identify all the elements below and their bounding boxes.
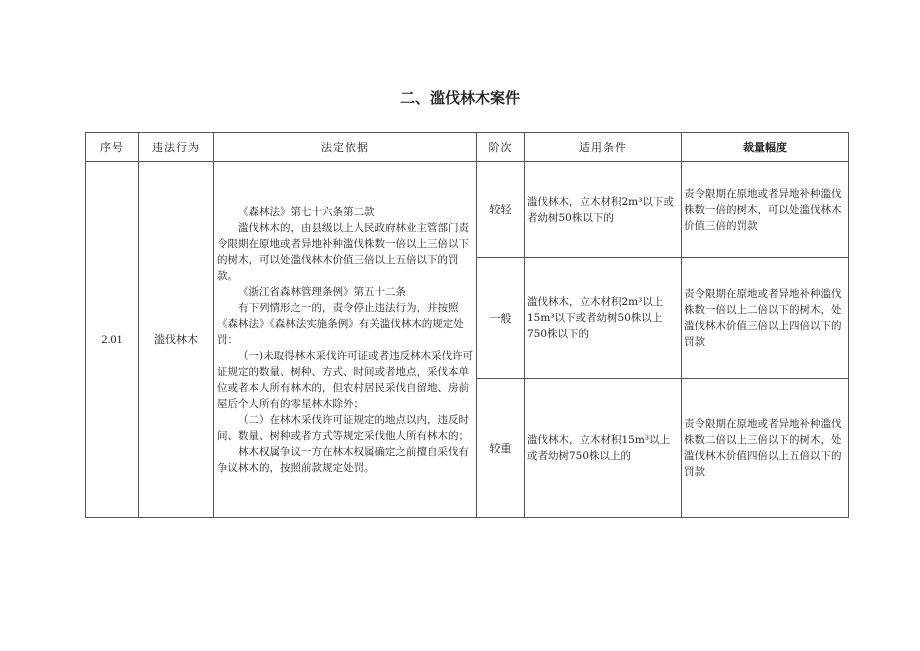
header-row	[86, 133, 849, 162]
header-condition: 适用条件	[525, 133, 682, 162]
basis-paragraph: 有下列情形之一的，责令停止违法行为，并按照《森林法》《森林法实施条例》有关滥伐林木的规定处罚：	[217, 301, 464, 346]
header-violation: 违法行为	[139, 133, 214, 162]
range-cell: 责令限期在原地或者异地补种滥伐株数一倍以上二倍以下的树木，处滥伐林木价值三倍以上四倍以下的罚款	[682, 258, 849, 379]
condition-cell: 滥伐林木，立木材积2m³以下或者幼树50株以下的	[525, 162, 682, 258]
level-cell: 一般	[477, 258, 525, 379]
header-seq: 序号	[86, 133, 139, 162]
table-row	[86, 162, 849, 258]
level-cell: 较轻	[477, 162, 525, 258]
penalty-table	[85, 132, 849, 518]
basis-paragraph: （一)未取得林木采伐许可证或者违反林木采伐许可证规定的数量、树种、方式、时间或者地点，采伐本单位或者本人所有林木的，但农村居民采伐自留地、房前屋后个人所有的零星林木除外；	[217, 349, 474, 410]
header-basis: 法定依据	[214, 133, 477, 162]
condition-cell: 滥伐林木，立木材积2m³以上15m³以下或者幼树50株以上750株以下的	[525, 258, 682, 379]
header-level: 阶次	[477, 133, 525, 162]
basis-paragraph: 林木权属争议一方在林木权属确定之前擅自采伐有争议林木的，按照前款规定处罚。	[217, 445, 469, 474]
range-cell: 责令限期在原地或者异地补种滥伐株数一倍的树木，可以处滥伐林木价值三倍的罚款	[682, 162, 849, 258]
basis-paragraph: （二）在林木采伐许可证规定的地点以内，违反时间、数量、树种或者方式等规定采伐他人所有林木的；	[217, 413, 469, 442]
basis-paragraph: 《森林法》第七十六条第二款	[238, 205, 375, 218]
page-title: 二、滥伐林木案件	[399, 89, 520, 107]
case-seq: 2.01	[86, 162, 139, 518]
legal-basis	[214, 162, 477, 518]
condition-cell: 滥伐林木，立木材积15m³以上或者幼树750株以上的	[525, 379, 682, 518]
case-violation: 滥伐林木	[139, 162, 214, 518]
basis-paragraph: 《浙江省森林管理条例》第五十二条	[238, 285, 406, 298]
range-cell: 责令限期在原地或者异地补种滥伐株数二倍以上三倍以下的树木，处滥伐林木价值四倍以上五倍以下的罚款	[682, 379, 849, 518]
header-range: 裁量幅度	[682, 133, 849, 162]
basis-paragraph: 滥伐林木的，由县级以上人民政府林业主管部门责令限期在原地或者异地补种滥伐株数一倍以上三倍以下的树木，可以处滥伐林木价值三倍以上五倍以下的罚款。	[217, 221, 469, 282]
level-cell: 较重	[477, 379, 525, 518]
